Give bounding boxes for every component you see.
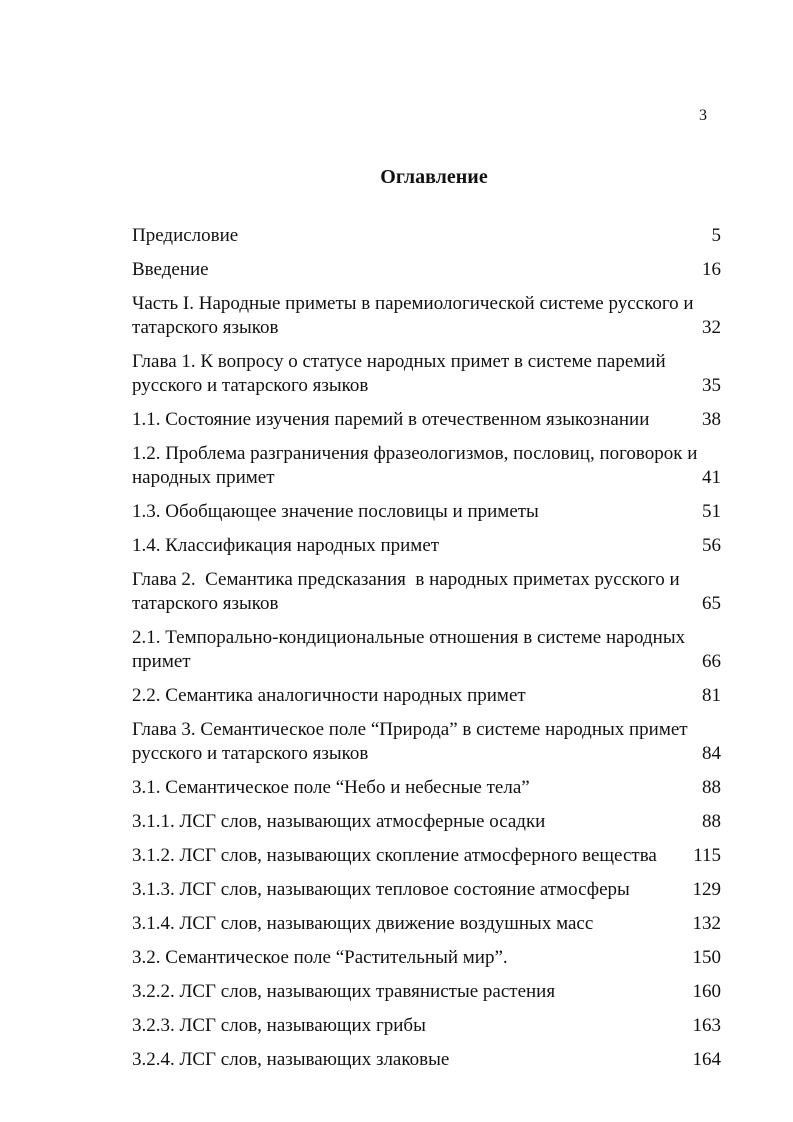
toc-entry-title-continued: русского и татарского языков xyxy=(132,743,369,764)
toc-entry-page: 56 xyxy=(702,535,721,556)
toc-entry xyxy=(132,718,721,766)
toc-entry-page: 41 xyxy=(702,467,721,488)
toc-entry-title-continued: татарского языков xyxy=(132,317,279,338)
toc-entry-title: Глава 2. Семантика предсказания в народных приметах русского и xyxy=(132,569,680,590)
toc-entry-page: 32 xyxy=(702,317,721,338)
toc-entry-title: 2.2. Семантика аналогичности народных примет xyxy=(132,685,526,706)
toc-entry-page: 115 xyxy=(693,845,721,866)
toc-entry xyxy=(132,500,721,524)
toc-entry-title: 3.1. Семантическое поле “Небо и небесные тела” xyxy=(132,777,530,798)
toc-entry-page: 65 xyxy=(702,593,721,614)
toc-entry-title: 1.3. Обобщающее значение пословицы и приметы xyxy=(132,501,539,522)
page-title: Оглавление xyxy=(380,166,488,188)
toc-entry-title: 1.4. Классификация народных примет xyxy=(132,535,440,556)
table-of-contents xyxy=(132,224,721,1082)
toc-entry-page: 81 xyxy=(702,685,721,706)
toc-entry xyxy=(132,844,721,868)
toc-entry-title: 3.1.2. ЛСГ слов, называющих скопление атмосферного вещества xyxy=(132,845,657,866)
toc-entry-page: 84 xyxy=(702,743,721,764)
toc-entry xyxy=(132,568,721,616)
toc-entry xyxy=(132,224,721,248)
toc-entry-page: 88 xyxy=(702,777,721,798)
toc-entry xyxy=(132,534,721,558)
toc-entry-title-continued: народных примет xyxy=(132,467,275,488)
toc-entry-title-continued: татарского языков xyxy=(132,593,279,614)
toc-entry-title: Глава 1. К вопросу о статусе народных примет в системе паремий xyxy=(132,351,666,372)
toc-entry xyxy=(132,810,721,834)
toc-entry-page: 51 xyxy=(702,501,721,522)
toc-entry-title: 3.1.1. ЛСГ слов, называющих атмосферные осадки xyxy=(132,811,546,832)
toc-entry-title: Часть I. Народные приметы в паремиологической системе русского и xyxy=(132,293,694,314)
toc-entry-title: 3.1.3. ЛСГ слов, называющих тепловое состояние атмосферы xyxy=(132,879,630,900)
toc-entry-page: 132 xyxy=(692,913,721,934)
toc-entry xyxy=(132,350,721,398)
toc-entry xyxy=(132,1048,721,1072)
toc-entry-page: 35 xyxy=(702,375,721,396)
toc-entry-title: Введение xyxy=(132,259,209,280)
toc-entry-page: 38 xyxy=(702,409,721,430)
toc-entry xyxy=(132,292,721,340)
toc-entry-title: 1.1. Состояние изучения паремий в отечественном языкознании xyxy=(132,409,650,430)
toc-entry-page: 164 xyxy=(692,1049,721,1070)
toc-entry-title-continued: русского и татарского языков xyxy=(132,375,369,396)
toc-entry-title-continued: примет xyxy=(132,651,191,672)
toc-entry xyxy=(132,980,721,1004)
toc-entry-title: 3.2.4. ЛСГ слов, называющих злаковые xyxy=(132,1049,450,1070)
page-number: 3 xyxy=(699,107,707,124)
toc-entry-page: 163 xyxy=(692,1015,721,1036)
toc-entry-title: 2.1. Темпорально-кондициональные отношения в системе народных xyxy=(132,627,686,648)
toc-entry xyxy=(132,912,721,936)
toc-entry-title: 3.1.4. ЛСГ слов, называющих движение воздушных масс xyxy=(132,913,594,934)
toc-entry-title: 3.2.3. ЛСГ слов, называющих грибы xyxy=(132,1015,426,1036)
toc-entry xyxy=(132,684,721,708)
toc-entry-page: 150 xyxy=(692,947,721,968)
toc-entry xyxy=(132,626,721,674)
toc-entry xyxy=(132,258,721,282)
toc-entry xyxy=(132,946,721,970)
toc-entry-page: 5 xyxy=(711,225,721,246)
toc-entry-page: 88 xyxy=(702,811,721,832)
toc-entry xyxy=(132,1014,721,1038)
toc-entry xyxy=(132,442,721,490)
toc-entry xyxy=(132,408,721,432)
toc-entry-page: 129 xyxy=(692,879,721,900)
toc-entry-page: 160 xyxy=(692,981,721,1002)
toc-entry-page: 66 xyxy=(702,651,721,672)
toc-entry xyxy=(132,878,721,902)
toc-entry-title: 3.2. Семантическое поле “Растительный мир”. xyxy=(132,947,508,968)
toc-entry-title: Глава 3. Семантическое поле “Природа” в системе народных примет xyxy=(132,719,688,740)
toc-entry xyxy=(132,776,721,800)
toc-entry-title: 1.2. Проблема разграничения фразеологизмов, пословиц, поговорок и xyxy=(132,443,698,464)
toc-entry-title: Предисловие xyxy=(132,225,239,246)
toc-entry-page: 16 xyxy=(702,259,721,280)
toc-entry-title: 3.2.2. ЛСГ слов, называющих травянистые растения xyxy=(132,981,556,1002)
